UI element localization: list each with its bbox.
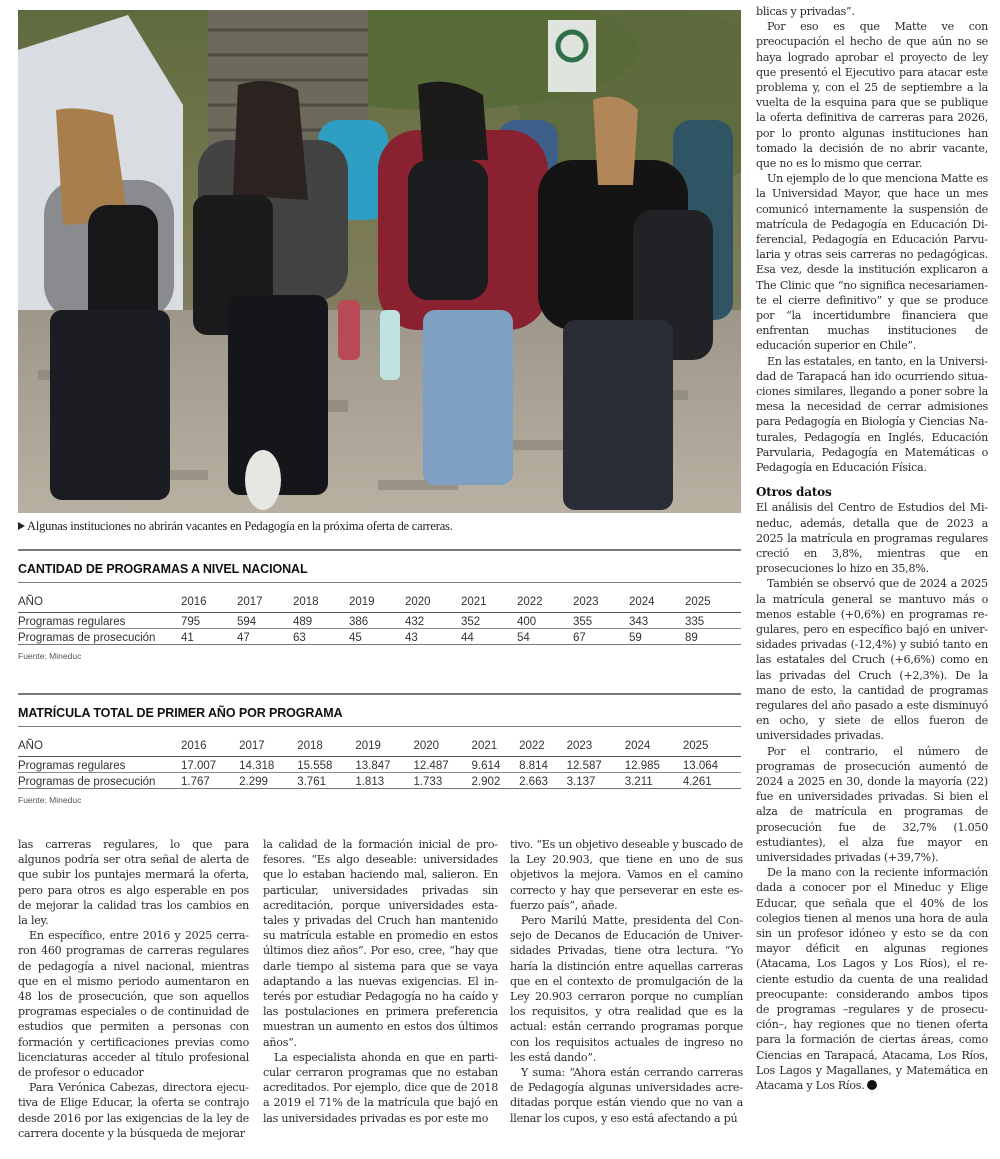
table-row (18, 613, 741, 629)
table-row (18, 629, 741, 645)
table-cell: 355 (573, 613, 629, 629)
table-cell: 63 (293, 629, 349, 645)
table-cell: 343 (629, 613, 685, 629)
header-year: 2017 (237, 583, 293, 613)
header-year: 2019 (349, 583, 405, 613)
header-year: 2024 (629, 583, 685, 613)
paragraph: blicas y privadas”. (756, 5, 855, 18)
table-cell: 12.587 (567, 757, 625, 773)
table-cell: 89 (685, 629, 741, 645)
table-cell: 4.261 (683, 773, 741, 789)
header-year: 2016 (181, 583, 237, 613)
table-header-row (18, 583, 741, 613)
paragraph: Un ejemplo de lo que menciona Matte es la Universidad Mayor, que hace un mes comunicó internamente la suspensión de matrícula de Pedagogía en Educación Diferencial, Pedagogía en Educación Parvularia y otras seis carreras no pedagógicas. Esa vez, desde la institución explicaron a The Clinic que “no significa necesariamente el cierre definitivo” y que se produce por “la incertidumbre financiera que enfrentan muchas instituciones de educación superior en Chile”. (756, 172, 988, 353)
header-year: 2021 (472, 727, 520, 757)
header-year: 2023 (567, 727, 625, 757)
paragraph: También se observó que de 2024 a 2025 la matrícula general se mantuvo más o menos estable (+0,6%) en programas regulares, pero en específico bajó en universidades privadas (-12,4%) y subió tanto en las estatales del Cruch (+6,6%) como en las privadas del Cruch (+2,3%). De la mano de esto, la cantidad de programas regulares del año pasado a este disminuyó en ocho, y siete de ellos fueron de universidades privadas. (756, 577, 988, 743)
header-year-label: AÑO (18, 583, 181, 613)
header-year: 2022 (519, 727, 567, 757)
subheading-otros-datos: Otros datos (756, 485, 832, 500)
article-column-1 (18, 837, 249, 1141)
caption-text: Algunas instituciones no abrirán vacantes en Pedagogía en la próxima oferta de carreras. (27, 519, 453, 533)
header-year: 2022 (517, 583, 573, 613)
table-cell: 489 (293, 613, 349, 629)
table-cell: 386 (349, 613, 405, 629)
table-cell: 2.902 (472, 773, 520, 789)
header-year: 2017 (239, 727, 297, 757)
caption-arrow-icon (18, 522, 25, 530)
table-cell: 3.211 (625, 773, 683, 789)
table-source: Fuente: Mineduc (18, 651, 82, 661)
table-cell: 15.558 (297, 757, 355, 773)
paragraph: La especialista ahonda en que en particular cerraron programas que no estaban acreditados. Por ejemplo, dice que de 2018 a 2019 el 71% de la matrícula que bajó en las universidades privadas es por este mo (263, 1050, 498, 1125)
table-cell: 1.733 (413, 773, 471, 789)
header-year: 2020 (413, 727, 471, 757)
header-year: 2019 (355, 727, 413, 757)
data-table (18, 583, 741, 645)
table-cell: 2.299 (239, 773, 297, 789)
header-year-label: AÑO (18, 727, 181, 757)
header-year: 2020 (405, 583, 461, 613)
row-label: Programas regulares (18, 613, 181, 629)
table-cell: 41 (181, 629, 237, 645)
row-label: Programas de prosecución (18, 629, 181, 645)
table-cell: 12.487 (413, 757, 471, 773)
table-cell: 9.614 (472, 757, 520, 773)
table-cell: 2.663 (519, 773, 567, 789)
paragraph: Y suma: “Ahora están cerrando carreras de Pedagogía algunas universidades acreditadas porque están viendo que no van a llenar los cupos, y eso está afectando a pú (510, 1066, 743, 1125)
table-cell: 3.761 (297, 773, 355, 789)
table-cell: 45 (349, 629, 405, 645)
table-header-row (18, 727, 741, 757)
table-cell: 594 (237, 613, 293, 629)
table-cell: 1.813 (355, 773, 413, 789)
table-cell: 13.064 (683, 757, 741, 773)
paragraph: las carreras regulares, lo que para algunos podría ser otra señal de alerta de que subir los puntajes mermará la oferta, pero para otros es algo esperable en pos de mejorar la calidad tras los cambios en la ley. (18, 838, 249, 928)
photo-caption (18, 519, 741, 534)
header-year: 2023 (573, 583, 629, 613)
header-year: 2018 (297, 727, 355, 757)
table-cell: 8.814 (519, 757, 567, 773)
table-programs-national (18, 549, 741, 661)
paragraph-text: De la mano con la reciente información dada a conocer por el Mineduc y Elige Educar, que señala que el 40% de los colegios tienen al menos una hora de aula sin un profesor idóneo y esto se da con mayor déficit en algunas regiones (Atacama, Los Lagos y Los Ríos), el reciente estudio da cuenta de una realidad preocupante: considerando ambos tipos de programas –regulares y de prosecución–, hay regiones que no tienen oferta para la formación de ciertas áreas, como Ciencias en Tarapacá, Atacama, Los Ríos, Los Lagos y Magallanes, y Matemática en Atacama y Los Ríos. (756, 866, 988, 1093)
table-cell: 59 (629, 629, 685, 645)
article-photo (18, 10, 741, 513)
table-cell: 44 (461, 629, 517, 645)
table-cell: 47 (237, 629, 293, 645)
table-cell: 795 (181, 613, 237, 629)
paragraph: Por eso es que Matte ve con preocupación el hecho de que aún no se haya logrado aprobar el proyecto de ley que presentó el Ejecutivo para atacar este problema y, con el 25 de septiembre a la vuelta de la esquina para que se publique la oferta definitiva de carreras para 2026, por lo pronto algunas instituciones han tomado la decisión de no abrir vacante, que no es lo mismo que cerrar. (756, 20, 988, 171)
table-cell: 17.007 (181, 757, 239, 773)
header-year: 2021 (461, 583, 517, 613)
table-cell: 432 (405, 613, 461, 629)
row-label: Programas regulares (18, 757, 181, 773)
header-year: 2016 (181, 727, 239, 757)
table-cell: 54 (517, 629, 573, 645)
paragraph-final (756, 865, 988, 1093)
table-top-rule (18, 549, 741, 551)
end-of-article-dot-icon (867, 1080, 877, 1090)
row-label: Programas de prosecución (18, 773, 181, 789)
table-cell: 3.137 (567, 773, 625, 789)
paragraph: tivo. “Es un objetivo deseable y buscado de la Ley 20.903, que tiene en uno de sus objetivos la mejora. Vamos en el camino correcto y hay que perseverar en este esfuerzo país”, añade. (510, 838, 743, 912)
paragraph: En las estatales, en tanto, en la Universidad de Tarapacá han ido ocurriendo situaciones similares, llegando a poner sobre la mesa la necesidad de cerrar admisiones para Pedagogía en Biología y Ciencias Naturales, Pedagogía en Inglés, Educación Parvularia, Pedagogía en Matemáticas o Pedagogía en Educación Física. (756, 354, 988, 475)
students-walking-illustration (18, 10, 741, 513)
table-cell: 13.847 (355, 757, 413, 773)
table-top-rule (18, 693, 741, 695)
data-table (18, 727, 741, 789)
table-cell: 43 (405, 629, 461, 645)
article-column-2 (263, 837, 498, 1126)
paragraph: Para Verónica Cabezas, directora ejecutiva de Elige Educar, la oferta se contrajo desde 2016 por las exigencias de la ley de carrera docente y la búsqueda de mejorar (18, 1081, 249, 1140)
paragraph: Por el contrario, el número de programas de prosecución aumentó de 2024 a 2025 en 30, donde la mayoría (22) fue en universidades privadas. Si bien el alza de matrícula en programas de prosecución fue de 32,7% (1.050 estudiantes), el alza fue mayor en universidades privadas (+39,7%). (756, 744, 988, 864)
table-row (18, 757, 741, 773)
table-source: Fuente: Mineduc (18, 795, 82, 805)
header-year: 2025 (685, 583, 741, 613)
table-first-year-enrollment (18, 693, 741, 805)
table-cell: 67 (573, 629, 629, 645)
paragraph: Pero Marilú Matte, presidenta del Consejo de Decanos de Educación de Universidades Privadas, tiene otra lectura. “Yo haría la distinción entre aquellas carreras que en el contexto de promulgación de la Ley 20.903 cerraron porque no cumplían los requisitos, y otra realidad que es la actual: están cerrando programas porque con los requisitos actuales de ingreso no les está dando”. (510, 914, 743, 1064)
table-cell: 352 (461, 613, 517, 629)
table-row (18, 773, 741, 789)
table-title: MATRÍCULA TOTAL DE PRIMER AÑO POR PROGRAMA (18, 706, 343, 720)
table-cell: 12.985 (625, 757, 683, 773)
paragraph: El análisis del Centro de Estudios del Mineduc, además, detalla que de 2023 a 2025 la matrícula en programas regulares creció en 3,8%, mientras que en prosecuciones lo hizo en 35,8%. (756, 501, 988, 576)
paragraph: la calidad de la formación inicial de profesores. “Es algo deseable: universidades que lo estaban haciendo mal, salieron. En particular, universidades privadas sin acreditación, porque universidades estatales y privadas del Cruch han mantenido su matrícula estable en promedio en estos últimos diez años”. Por eso, cree, “hay que darle tiempo al sistema para que se vaya adaptando a las nuevas exigencias. El interés por estudiar Pedagogía no ha caído y las postulaciones en primera preferencia muestran un aumento en estos dos últimos años”. (263, 838, 498, 1049)
table-cell: 335 (685, 613, 741, 629)
header-year: 2025 (683, 727, 741, 757)
table-cell: 400 (517, 613, 573, 629)
paragraph: En específico, entre 2016 y 2025 cerraron 460 programas de carreras regulares de pedagogía a nivel nacional, mientras que en el mismo periodo aumentaron en 48 los de prosecución, que son aquellos programas especiales o de continuidad de estudios que permiten a personas con formación y certificaciones previas como licenciaturas acceder al título profesional de profesor o educador (18, 929, 249, 1080)
article-column-4 (756, 4, 988, 1093)
header-year: 2018 (293, 583, 349, 613)
header-year: 2024 (625, 727, 683, 757)
table-cell: 1.767 (181, 773, 239, 789)
table-title: CANTIDAD DE PROGRAMAS A NIVEL NACIONAL (18, 562, 308, 576)
article-column-3 (510, 837, 743, 1126)
table-cell: 14.318 (239, 757, 297, 773)
